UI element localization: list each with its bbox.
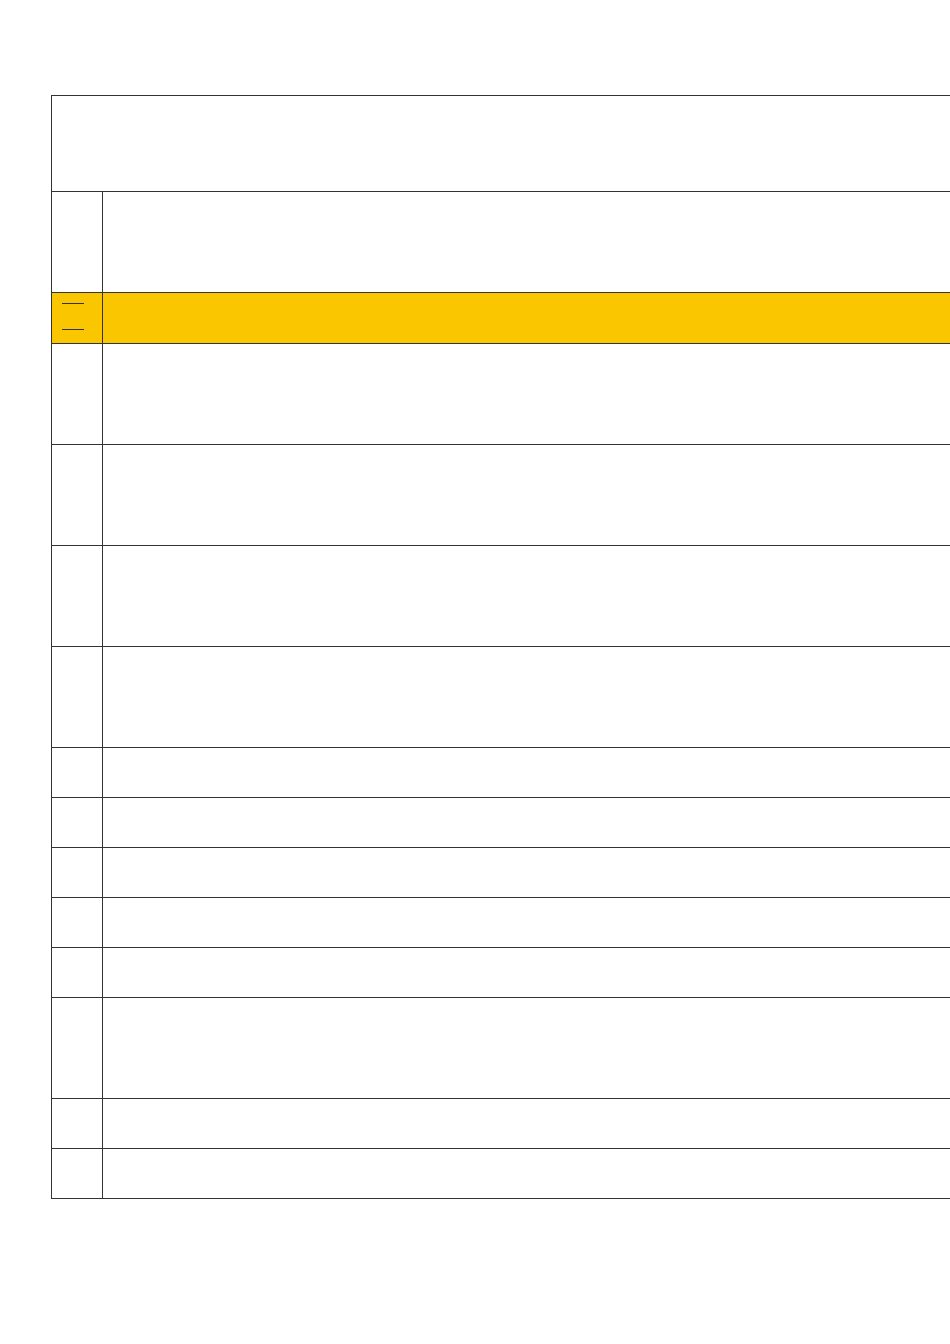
- table-row-003: [52, 546, 950, 647]
- row-detail: [103, 948, 950, 997]
- row-number: [52, 898, 103, 947]
- row-detail: [103, 998, 950, 1098]
- section-title: [103, 293, 950, 343]
- row-detail: [103, 344, 950, 444]
- row-number: [52, 948, 103, 997]
- table-row-012: [52, 1149, 950, 1199]
- row-detail: [103, 1149, 950, 1198]
- row-number: [52, 748, 103, 797]
- row-detail-line: [118, 1070, 950, 1098]
- row-number: [52, 546, 103, 646]
- table-row-007: [52, 848, 950, 898]
- section-number-top: [62, 303, 84, 304]
- row-number: [52, 344, 103, 444]
- row-number: [52, 1099, 103, 1148]
- header-detail: [103, 192, 950, 292]
- row-detail-line: [118, 669, 950, 719]
- table-row-004: [52, 647, 950, 748]
- table-title-row: [52, 96, 950, 192]
- row-number: [52, 848, 103, 897]
- row-detail-line: [118, 618, 950, 646]
- work-division-table: [51, 95, 950, 1199]
- row-detail-line: [118, 1020, 950, 1070]
- row-detail: [103, 848, 950, 897]
- row-detail: [103, 748, 950, 797]
- row-detail-line: [118, 453, 950, 503]
- row-number: [52, 998, 103, 1098]
- row-number: [52, 445, 103, 545]
- row-number: [52, 647, 103, 747]
- row-number: [52, 1149, 103, 1198]
- row-detail: [103, 798, 950, 847]
- section-number-bottom: [62, 329, 84, 330]
- row-detail: [103, 1099, 950, 1148]
- row-detail-line: [118, 366, 950, 416]
- table-header-row: [52, 192, 950, 293]
- row-detail-line: [118, 416, 950, 444]
- section-number: [52, 293, 103, 343]
- table-row-009: [52, 948, 950, 998]
- row-detail: [103, 647, 950, 747]
- row-number: [52, 798, 103, 847]
- table-row-001: [52, 344, 950, 445]
- header-no: [52, 192, 103, 292]
- table-row-008: [52, 898, 950, 948]
- table-row-002: [52, 445, 950, 546]
- row-detail-line: [111, 503, 950, 545]
- table-row-006: [52, 798, 950, 848]
- table-row-005: [52, 748, 950, 798]
- row-detail-line: [118, 719, 950, 747]
- table-row-010: [52, 998, 950, 1099]
- table-row-011: [52, 1099, 950, 1149]
- row-detail: [103, 898, 950, 947]
- row-detail-line: [118, 568, 950, 618]
- row-detail: [103, 546, 950, 646]
- section-row: [52, 293, 950, 344]
- row-detail: [103, 445, 950, 545]
